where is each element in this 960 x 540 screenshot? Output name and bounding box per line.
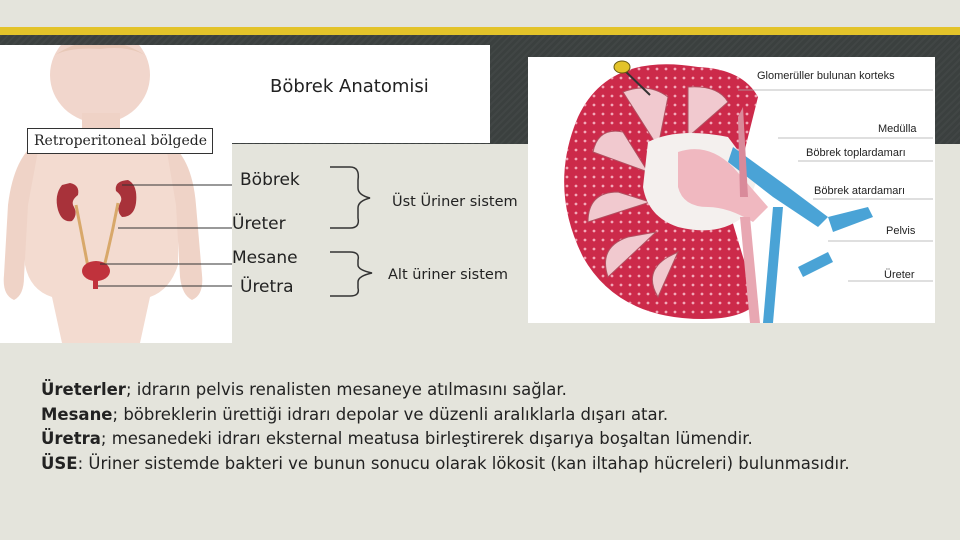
kidney-label-medulla: Medülla: [878, 123, 917, 135]
definition-term: Üretra: [41, 429, 101, 448]
kidney-cross-section: [528, 57, 935, 323]
definition-line: [41, 452, 941, 477]
definitions-list: [41, 378, 941, 476]
label-bobrek: Böbrek: [240, 170, 300, 190]
label-mesane: Mesane: [232, 248, 298, 268]
kidney-label-ureter: Üreter: [884, 269, 915, 281]
definition-separator: :: [77, 453, 84, 473]
definition-line: [41, 427, 941, 452]
definition-separator: ;: [112, 404, 119, 424]
kidney-label-korteks: Glomerüller bulunan korteks: [757, 70, 895, 82]
retroperitoneal-label: Retroperitoneal bölgede: [27, 128, 213, 154]
kidney-label-atardamar: Böbrek atardamarı: [814, 185, 906, 197]
definition-line: [41, 378, 941, 403]
definition-term: Üreterler: [41, 380, 126, 399]
definition-term: Mesane: [41, 404, 113, 424]
definition-separator: ;: [100, 429, 107, 448]
label-upper-urinary: Üst Üriner sistem: [392, 194, 518, 210]
definition-text: Üriner sistemde bakteri ve bunun sonucu olarak lökosit (kan iltahap hücreleri) bulunmasıdır.: [83, 453, 850, 473]
upper-bracket: [330, 167, 370, 228]
slide-title: Böbrek Anatomisi: [270, 76, 429, 97]
definition-term: ÜSE: [41, 453, 78, 473]
definition-text: mesanedeki idrarı eksternal meatusa birleştirerek dışarıya boşaltan lümendir.: [106, 429, 753, 448]
definition-line: [41, 403, 941, 428]
label-lower-urinary: Alt üriner sistem: [388, 267, 508, 283]
definition-text: böbreklerin ürettiği idrarı depolar ve düzenli aralıklarla dışarı atar.: [118, 404, 669, 424]
label-uretra: Üretra: [240, 277, 294, 297]
lower-bracket: [330, 252, 372, 296]
definition-text: idrarın pelvis renalisten mesaneye atılmasını sağlar.: [131, 380, 567, 399]
label-ureter: Üreter: [232, 214, 286, 234]
kidney-label-pelvis: Pelvis: [886, 225, 916, 237]
definition-separator: ;: [125, 380, 132, 399]
kidney-label-toplardamar: Böbrek toplardamarı: [806, 147, 906, 159]
